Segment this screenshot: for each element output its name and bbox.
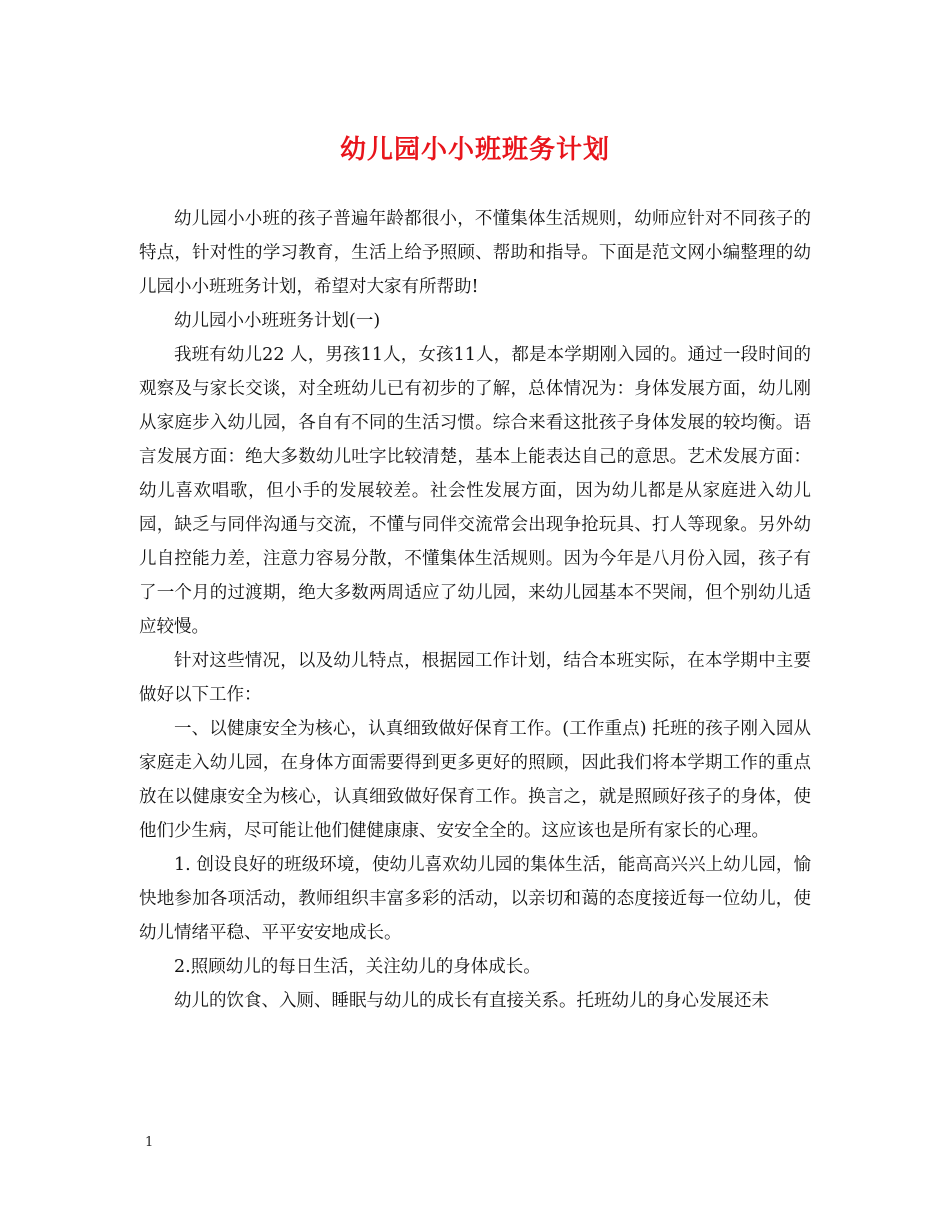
paragraph-class-situation: 我班有幼儿22 人，男孩11人，女孩11人，都是本学期刚入园的。通过一段时间的观察及与家长交谈，对全班幼儿已有初步的了解，总体情况为：身体发展方面，幼儿刚从家庭步入幼儿园，各自有不同的生活习惯。综合来看这批孩子身体发展的较均衡。语言发展方面：绝大多数幼儿吐字比较清楚，基本上能表达自己的意思。艺术发展方面：幼儿喜欢唱歌，但小手的发展较差。社会性发展方面，因为幼儿都是从家庭进入幼儿园，缺乏与同伴沟通与交流，不懂与同伴交流常会出现争抢玩具、打人等现象。另外幼儿自控能力差，注意力容易分散，不懂集体生活规则。因为今年是八月份入园，孩子有了一个月的过渡期，绝大多数两周适应了幼儿园，来幼儿园基本不哭闹，但个别幼儿适应较慢。 [139,345,811,637]
document-title: 幼儿园小小班班务计划 [339,135,610,165]
paragraph-daily-life: 幼儿的饮食、入厕、睡眠与幼儿的成长有直接关系。托班幼儿的身心发展还未 [174,991,769,1011]
section-heading-plan-one: 幼儿园小小班班务计划(一) [174,311,381,331]
paragraph-item-1: 1. 创设良好的班级环境，使幼儿喜欢幼儿园的集体生活，能高高兴兴上幼儿园，愉快地参加各项活动，教师组织丰富多彩的活动，以亲切和蔼的态度接近每一位幼儿，使幼儿情绪平稳、平平安安地成长。 [139,855,811,943]
page-number: 1 [145,1135,154,1150]
paragraph-work-intro: 针对这些情况，以及幼儿特点，根据园工作计划，结合本班实际，在本学期中主要做好以下工作： [139,651,811,705]
paragraph-intro: 幼儿园小小班的孩子普遍年龄都很小，不懂集体生活规则，幼师应针对不同孩子的特点，针对性的学习教育，生活上给予照顾、帮助和指导。下面是范文网小编整理的幼儿园小小班班务计划，希望对大家有所帮助! [139,209,811,297]
paragraph-health-safety: 一、以健康安全为核心，认真细致做好保育工作。(工作重点) 托班的孩子刚入园从家庭走入幼儿园，在身体方面需要得到更多更好的照顾，因此我们将本学期工作的重点放在以健康安全为核心，认真细致做好保育工作。换言之，就是照顾好孩子的身体，使他们少生病，尽可能让他们健健康康、安安全全的。这应该也是所有家长的心理。 [139,719,811,841]
document-body [139,202,811,1018]
paragraph-item-2: 2.照顾幼儿的每日生活，关注幼儿的身体成长。 [174,957,541,977]
